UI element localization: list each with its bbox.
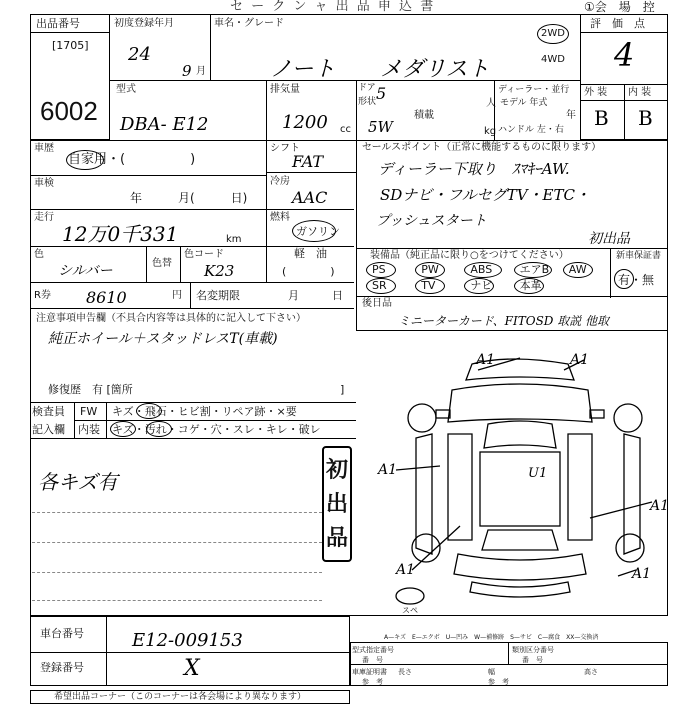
car-name: ノート: [270, 57, 336, 82]
reference-label: 参 考: [362, 678, 383, 686]
exterior-grade: B: [594, 106, 609, 130]
equipment-item: PW: [421, 263, 439, 276]
equipment-item-circle: [563, 262, 593, 278]
height-label: 高さ: [584, 668, 598, 676]
vehicle-use-label: 車歴: [34, 143, 54, 154]
width-label: 幅: [488, 668, 495, 676]
recycle-ticket-label: R券: [34, 290, 51, 301]
col-divider: [266, 80, 267, 140]
color-code-value: K23: [204, 262, 235, 280]
remarks-guide: [32, 542, 322, 543]
row-divider: [30, 209, 354, 210]
equipment-item: ナビ: [470, 279, 493, 292]
first-registration-month: 9: [182, 62, 192, 80]
equipment-item-circle: [366, 262, 396, 278]
interior-check-label: 内装: [78, 423, 100, 436]
lot-number: 6002: [40, 96, 98, 126]
interior-check-items: キズ・汚れ・コゲ・穴・スレ・キレ・破レ: [112, 423, 321, 436]
stone-chip-circle: [136, 403, 162, 419]
footer-corner-label: 希望出品コーナー（このコーナーは各会場により異なります）: [54, 692, 307, 702]
ac-label: 冷房: [270, 176, 290, 187]
person-unit: 人: [486, 98, 496, 109]
color-label: 色: [34, 249, 44, 260]
row-divider: [30, 402, 356, 403]
caution-label: 注意事項申告欄（不具合内容等は具体的に記入して下さい）: [36, 313, 306, 324]
dealer-parallel-label: ディーラー・並行: [498, 85, 570, 95]
equipment-item: SR: [372, 279, 387, 292]
shaken-value: 年 月( 日): [130, 191, 248, 205]
col-divider: [210, 14, 211, 80]
damage-mark-right-side: A1: [650, 498, 670, 514]
equipment-item-circle: [514, 278, 544, 294]
ac-value: AAC: [292, 188, 328, 207]
yen-unit: 円: [172, 290, 182, 301]
type-designation-label: 型式指定番号: [352, 646, 394, 654]
new-car-warranty-label: 新車保証書: [616, 251, 662, 261]
first-registration-year: 24: [128, 44, 151, 65]
col-divider: [180, 246, 181, 282]
body-shape: 5W: [368, 118, 393, 136]
equipment-item: PS: [372, 263, 386, 276]
displacement-label: 排気量: [270, 84, 300, 95]
reference-label-2: 参 考: [488, 678, 509, 686]
exterior-label: 外 装: [584, 87, 608, 98]
caution-value: 純正ホイール＋スタッドレスT(車載): [48, 331, 278, 347]
sales-point-label: セールスポイント（正常に機能するものに限ります）: [362, 142, 602, 153]
interior-scratch-circle: [110, 421, 136, 437]
mileage-label: 走行: [34, 212, 54, 223]
col-divider: [106, 616, 107, 686]
private-use-circle: [66, 150, 104, 170]
col-divider: [508, 642, 509, 664]
sales-point-line-2: SDナビ・フルセグTV・ETC・: [380, 186, 590, 204]
fuel-label: 燃料: [270, 212, 290, 223]
name-change-value: 月 日: [288, 289, 343, 302]
first-registration-label: 初度登録年月: [114, 18, 174, 29]
venue-copy-label: ①会 場 控: [584, 0, 655, 14]
first-listing-stamp-text: 初出品: [326, 458, 349, 551]
equipment-item-circle: [464, 262, 502, 278]
interior-stain-circle: [146, 421, 172, 437]
fuel-gasoline: ガソリン: [296, 225, 340, 238]
vehicle-use-value: 自家用・( ): [68, 152, 196, 167]
chassis-number-label: 車台番号: [40, 627, 84, 640]
col-divider: [356, 80, 357, 140]
row-divider: [350, 664, 668, 665]
row-divider: [356, 296, 668, 297]
equipment-item-circle: [366, 278, 396, 294]
row-divider: [356, 248, 668, 249]
fw-label: FW: [80, 405, 98, 418]
score-divider: [580, 32, 668, 33]
chassis-number-value: E12-009153: [132, 630, 243, 651]
col-divider: [356, 140, 357, 330]
model-code: DBA- E12: [120, 114, 209, 135]
warranty-value: 有・無: [618, 273, 655, 287]
col-divider: [190, 282, 191, 308]
lot-label-divider: [30, 32, 110, 33]
model-year-label: モデル 年式: [500, 98, 548, 108]
interior-grade: B: [638, 106, 653, 130]
row-divider: [30, 308, 354, 309]
equipment-item: AW: [568, 263, 587, 276]
score-label: 評 価 点: [590, 17, 645, 30]
equipment-item: ABS: [470, 263, 493, 276]
row-divider: [30, 140, 668, 141]
lot-number-label: 出品番号: [36, 17, 80, 30]
spare-label: スペ: [402, 606, 418, 615]
score-col-divider: [624, 84, 625, 140]
remarks-guide: [32, 600, 322, 601]
col-divider: [146, 246, 147, 282]
door-label: ドア: [358, 83, 376, 93]
remarks-guide: [32, 572, 322, 573]
drive-2wd-label: 2WD: [541, 28, 565, 39]
interior-label: 内 装: [628, 87, 652, 98]
sales-point-line-1: ディーラー下取り ｽﾏｷｰAW.: [378, 160, 570, 178]
row-divider: [30, 282, 354, 283]
length-label: 長さ: [398, 668, 412, 676]
col-divider: [494, 80, 495, 140]
remarks-value: 各キズ有: [38, 470, 118, 494]
sales-point-line-3: プッシュスタート: [376, 213, 487, 229]
warranty-yes-circle: [614, 269, 634, 289]
drive-4wd-label: 4WD: [541, 54, 565, 65]
kg-unit: kg: [484, 126, 497, 137]
car-name-grade-label: 車名・グレード: [214, 18, 284, 29]
door-count: 5: [376, 84, 387, 103]
fuel-diesel: 軽 油: [294, 247, 327, 260]
shift-value: FAT: [292, 152, 324, 171]
color-value: シルバー: [58, 263, 113, 279]
after-items-value: ミニーターカード、FITOSD 取説 他取: [398, 314, 610, 328]
model-label: 型式: [116, 84, 136, 95]
color-code-label: 色コード: [184, 249, 224, 260]
damage-mark-left-side: A1: [378, 462, 398, 478]
equipment-item-circle: [514, 262, 552, 278]
score-divider: [580, 100, 668, 101]
row-divider: [266, 172, 356, 173]
equipment-item: 本革: [519, 279, 542, 292]
damage-mark-roof: U1: [528, 466, 548, 481]
after-items-label: 後日品: [362, 298, 392, 309]
equipment-item-circle: [415, 262, 445, 278]
equipment-item: TV: [421, 279, 436, 292]
class-number-sub: 番 号: [522, 656, 543, 664]
recycle-ticket-value: 8610: [86, 288, 127, 307]
inspector-label-2: 記入欄: [32, 423, 65, 436]
damage-mark-rear-right: A1: [632, 566, 652, 582]
cc-unit: cc: [340, 124, 351, 135]
month-unit: 月: [196, 66, 206, 77]
displacement-value: 1200: [282, 112, 328, 133]
load-label: 積載: [414, 110, 434, 121]
handle-label: ハンドル 左・右: [498, 125, 564, 135]
garage-cert-label: 車庫証明書: [352, 668, 387, 676]
name-change-label: 名変期限: [196, 289, 240, 302]
col-divider: [266, 140, 267, 282]
lot-bracket-code: [1705]: [52, 39, 89, 52]
row-divider: [30, 438, 356, 439]
fw-items: キズ・飛石・ヒビ割・リペア跡・×要: [112, 405, 297, 418]
registration-number-value: X: [184, 656, 200, 681]
class-number-label: 類別区分番号: [512, 646, 554, 654]
mileage-value: 12万0千331: [62, 222, 179, 246]
equipment-row-1: [364, 264, 610, 278]
shape-label: 形状: [358, 97, 377, 107]
fuel-other: ( ): [282, 265, 335, 278]
col-divider: [610, 248, 611, 298]
row-divider: [110, 80, 580, 81]
km-unit: km: [226, 234, 242, 245]
damage-mark-front-left: A1: [476, 352, 496, 368]
equipment-label: 装備品（純正品に限り○をつけてください）: [370, 250, 569, 261]
shift-label: シフト: [270, 143, 300, 154]
color-change-label: 色替: [152, 258, 172, 269]
repair-history-close: ]: [340, 383, 345, 396]
row-divider: [30, 175, 266, 176]
shaken-label: 車検: [34, 178, 54, 189]
equipment-item-circle: [415, 278, 445, 294]
type-designation-sub: 番 号: [362, 656, 383, 664]
damage-mark-rear-left: A1: [396, 562, 416, 578]
remarks-guide: [32, 512, 322, 513]
row-divider: [30, 652, 350, 653]
equipment-item: エアB: [519, 263, 550, 276]
score-value: 4: [614, 36, 635, 74]
inspector-label-1: 検査員: [32, 405, 65, 418]
damage-legend: A—キズ E—エクボ U—凹み W—補修跡 S—サビ C—腐食 XX—交換済: [384, 634, 599, 641]
fuel-gasoline-circle: [292, 220, 336, 242]
form-top-title: セ ー ク ン ャ 出 品 申 込 書: [230, 0, 436, 14]
equipment-row-2: [364, 280, 610, 294]
year-unit: 年: [566, 110, 576, 121]
damage-mark-front-right: A1: [570, 352, 590, 368]
registration-number-label: 登録番号: [40, 661, 84, 674]
repair-history-label: 修復歴 有 [箇所: [48, 383, 133, 396]
car-grade: メダリスト: [380, 57, 490, 82]
sales-point-note: 初出品: [588, 231, 630, 247]
